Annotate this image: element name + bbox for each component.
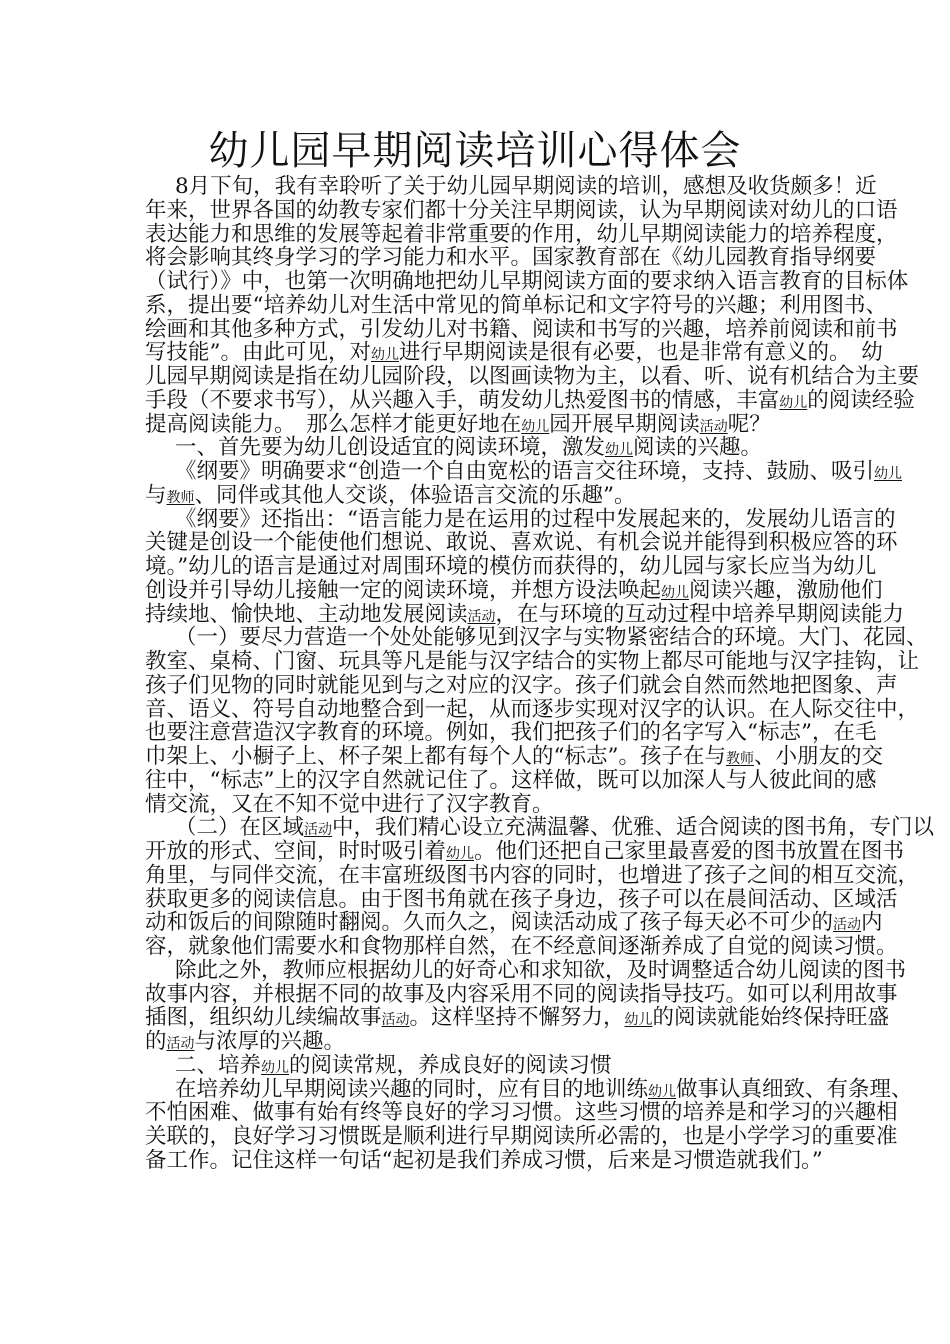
text-line [145, 744, 884, 769]
text-segment: 创设并引导幼儿接触一定的阅读环境，并想方设法唤起 [145, 577, 662, 603]
text-segment: 与 [145, 482, 167, 508]
text-segment: 中，我们精心设立充满温馨、优雅、适合阅读的图书角，专门以 [332, 815, 935, 841]
underlined-term: 幼儿 [371, 347, 399, 364]
text-line [145, 221, 898, 247]
text-segment: 插图，组织幼儿续编故事 [145, 1005, 382, 1031]
text-segment: 孩子们见物的同时就能见到与之对应的汉字。孩子们就会自然而然地把图象、声 [145, 672, 898, 698]
underlined-term: 活动 [166, 1036, 195, 1052]
text-segment: 情交流，又在不知不觉中进行了汉字教育。 [145, 791, 554, 817]
underlined-term: 幼儿 [624, 1012, 653, 1029]
underlined-term: 活动 [381, 1012, 410, 1029]
text-segment: 音、语义、符号自动地整合到一起，从而逐步实现对汉字的认识。在人际交往中， [145, 696, 920, 722]
text-line [145, 1147, 823, 1173]
text-segment: 的阅读经验 [807, 387, 915, 413]
text-line [145, 577, 883, 603]
text-segment: 角里，与同伴交流，在丰富班级图书内容的同时，也增进了孩子之间的相互交流， [145, 862, 920, 888]
text-line [145, 1054, 809, 1078]
text-line [145, 1076, 913, 1102]
underlined-term: 幼儿 [779, 394, 808, 411]
text-segment: 不怕困难、做事有始有终等良好的学习习惯。这些习惯的培养是和学习的兴趣相 [145, 1100, 898, 1126]
document-title: 幼儿园早期阅读培训心得体会 [208, 128, 742, 174]
text-segment: 呢？ [727, 411, 771, 437]
underlined-term: 幼儿 [521, 418, 550, 435]
text-segment: 巾架上、小橱子上、杯子架上都有每个人的“标志”。孩子在与 [145, 744, 726, 769]
text-segment: 教室、桌椅、门窗、玩具等凡是能与汉字结合的实物上都尽可能地与汉字挂钩，让 [145, 649, 920, 674]
text-segment: 、同伴或其他人交谈，体验语言交流的乐趣”。 [194, 482, 636, 508]
text-segment: ，在与环境的互动过程中培养早期阅读能力 [495, 601, 905, 627]
underlined-term: 活动 [467, 608, 496, 625]
text-line [145, 625, 928, 651]
text-segment: 做事认真细致、有条理、 [676, 1076, 913, 1102]
text-segment: 《纲要》还指出：“语言能力是在运用的过程中发展起来的，发展幼儿语言的 [175, 506, 896, 532]
text-segment: 在培养幼儿早期阅读兴趣的同时，应有目的地训练 [175, 1076, 649, 1102]
text-segment: 8月下旬，我有幸聆听了关于幼儿园早期阅读的培训，感想及收货颇多！近 [175, 174, 877, 199]
text-segment: 提高阅读能力。 那么怎样才能更好地在 [145, 411, 522, 437]
text-segment: （二）在区域 [175, 815, 305, 841]
text-line [145, 815, 935, 841]
text-segment: 的 [145, 1029, 167, 1054]
text-segment: 园开展早期阅读 [549, 411, 700, 437]
text-segment: 内 [861, 910, 883, 936]
text-segment: 儿园早期阅读是指在幼儿园阶段，以图画读物为主，以看、听、说有机结合为主要 [145, 364, 920, 389]
underlined-term: 教师 [166, 489, 195, 506]
text-line [145, 672, 898, 698]
text-line [145, 981, 898, 1007]
underlined-term: 幼儿 [661, 584, 690, 601]
text-segment: 关键是创设一个能使他们想说、敢说、喜欢说、有机会说并能得到积极应答的环 [145, 530, 898, 556]
underlined-term: 活动 [699, 418, 728, 435]
text-line [145, 696, 920, 722]
text-segment: 阅读兴趣，激励他们 [689, 577, 883, 603]
text-segment: 开放的形式、空间，时时吸引着 [145, 839, 447, 864]
text-line [145, 484, 809, 508]
text-line [145, 886, 898, 912]
text-segment: 写技能”。由此可见，对 [145, 340, 371, 366]
text-segment: 故事内容，并根据不同的故事及内容采用不同的阅读指导技巧。如可以利用故事 [145, 981, 898, 1007]
text-line [145, 934, 898, 959]
text-line [145, 1005, 890, 1031]
text-segment: 《纲要》明确要求“创造一个自由宽松的语言交往环境，支持、鼓励、吸引 [175, 459, 874, 484]
text-segment: 往中，“标志”上的汉字自然就记住了。这样做，既可以加深人与人彼此间的感 [145, 767, 877, 793]
underlined-term: 活动 [833, 917, 862, 934]
text-segment: 绘画和其他多种方式，引发幼儿对书籍、阅读和书写的兴趣，培养前阅读和前书 [145, 316, 898, 342]
underlined-term: 幼儿 [261, 1059, 290, 1076]
text-segment: 年来，世界各国的幼教专家们都十分关注早期阅读，认为早期阅读对幼儿的口语 [145, 197, 898, 223]
text-segment: 二、培养 [175, 1052, 262, 1078]
underlined-term: 教师 [726, 751, 754, 767]
text-segment: 除此之外，教师应根据幼儿的好奇心和求知欲，及时调整适合幼儿阅读的图书 [175, 957, 907, 983]
text-segment: 境。”幼儿的语言是通过对周围环境的模仿而获得的，幼儿园与家长应当为幼儿 [145, 554, 877, 579]
text-line [145, 720, 877, 746]
text-line [145, 910, 883, 936]
text-line [145, 269, 909, 294]
text-segment: 将会影响其终身学习的学习能力和水平。国家教育部在《幼儿园教育指导纲要 [145, 245, 877, 271]
text-segment: 持续地、愉快地、主动地发展阅读 [145, 601, 468, 627]
text-line [145, 601, 905, 627]
text-segment: 容，就象他们需要水和食物那样自然，在不经意间逐渐养成了自觉的阅读习惯。 [145, 934, 898, 959]
text-segment: 的阅读就能始终保持旺盛 [652, 1005, 890, 1031]
text-line [145, 530, 898, 556]
text-segment: 的阅读常规，养成良好的阅读习惯 [289, 1052, 612, 1078]
text-line [145, 554, 877, 579]
text-segment: 与浓厚的兴趣。 [194, 1029, 346, 1054]
text-segment: 阅读的兴趣。 [633, 435, 763, 461]
text-segment: 关联的，良好学习习惯既是顺利进行早期阅读所必需的，也是小学学习的重要准 [145, 1124, 898, 1149]
text-line [145, 1100, 898, 1126]
text-line [145, 839, 905, 864]
text-line [145, 957, 907, 983]
text-segment: （试行）》中，也第一次明确地把幼儿早期阅读方面的要求纳入语言教育的目标体 [145, 269, 909, 294]
text-line [145, 862, 920, 888]
text-line [145, 292, 887, 318]
text-line [145, 316, 898, 342]
text-line [145, 1030, 809, 1054]
underlined-term: 幼儿 [874, 466, 902, 482]
text-line [145, 506, 896, 532]
text-line [145, 340, 883, 366]
text-segment: 表达能力和思维的发展等起着非常重要的作用，幼儿早期阅读能力的培养程度， [145, 221, 898, 247]
text-segment: 一、首先要为幼儿创设适宜的阅读环境，激发 [175, 435, 606, 461]
text-line [145, 245, 877, 271]
text-segment: 备工作。记住这样一句话“起初是我们养成习惯，后来是习惯造就我们。” [145, 1147, 823, 1173]
underlined-term: 幼儿 [605, 442, 634, 459]
text-segment: 系，提出要“培养幼儿对生活中常见的简单标记和文字符号的兴趣；利用图书、 [145, 292, 887, 318]
text-line [145, 1124, 898, 1149]
text-line [145, 197, 898, 223]
text-line [145, 436, 809, 460]
text-segment: 也要注意营造汉字教育的环境。例如，我们把孩子们的名字写入“标志”，在毛 [145, 720, 877, 746]
text-line [145, 767, 877, 793]
underlined-term: 幼儿 [648, 1083, 677, 1100]
text-segment: 。他们还把自己家里最喜爱的图书放置在图书 [474, 839, 905, 864]
text-segment: 。这样坚持不懈努力， [409, 1005, 625, 1031]
text-segment: 进行早期阅读是很有必要，也是非常有意义的。 幼 [399, 340, 883, 366]
text-line [145, 364, 920, 389]
document-body [145, 174, 935, 1173]
underlined-term: 活动 [304, 822, 333, 839]
text-segment: 、小朋友的交 [754, 744, 884, 769]
text-line [145, 174, 877, 199]
text-segment: 获取更多的阅读信息。由于图书角就在孩子身边，孩子可以在晨间活动、区域活 [145, 886, 898, 912]
text-line [145, 387, 915, 413]
text-segment: 手段（不要求书写），从兴趣入手，萌发幼儿热爱图书的情感，丰富 [145, 387, 780, 413]
text-segment: 动和饭后的间隙随时翻阅。久而久之，阅读活动成了孩子每天必不可少的 [145, 910, 834, 936]
text-line [145, 413, 809, 437]
text-line [145, 649, 920, 674]
text-line [145, 793, 809, 817]
underlined-term: 幼儿 [446, 846, 475, 862]
text-segment: （一）要尽力营造一个处处能够见到汉字与实物紧密结合的环境。大门、花园、 [175, 625, 928, 651]
text-line [145, 459, 902, 484]
